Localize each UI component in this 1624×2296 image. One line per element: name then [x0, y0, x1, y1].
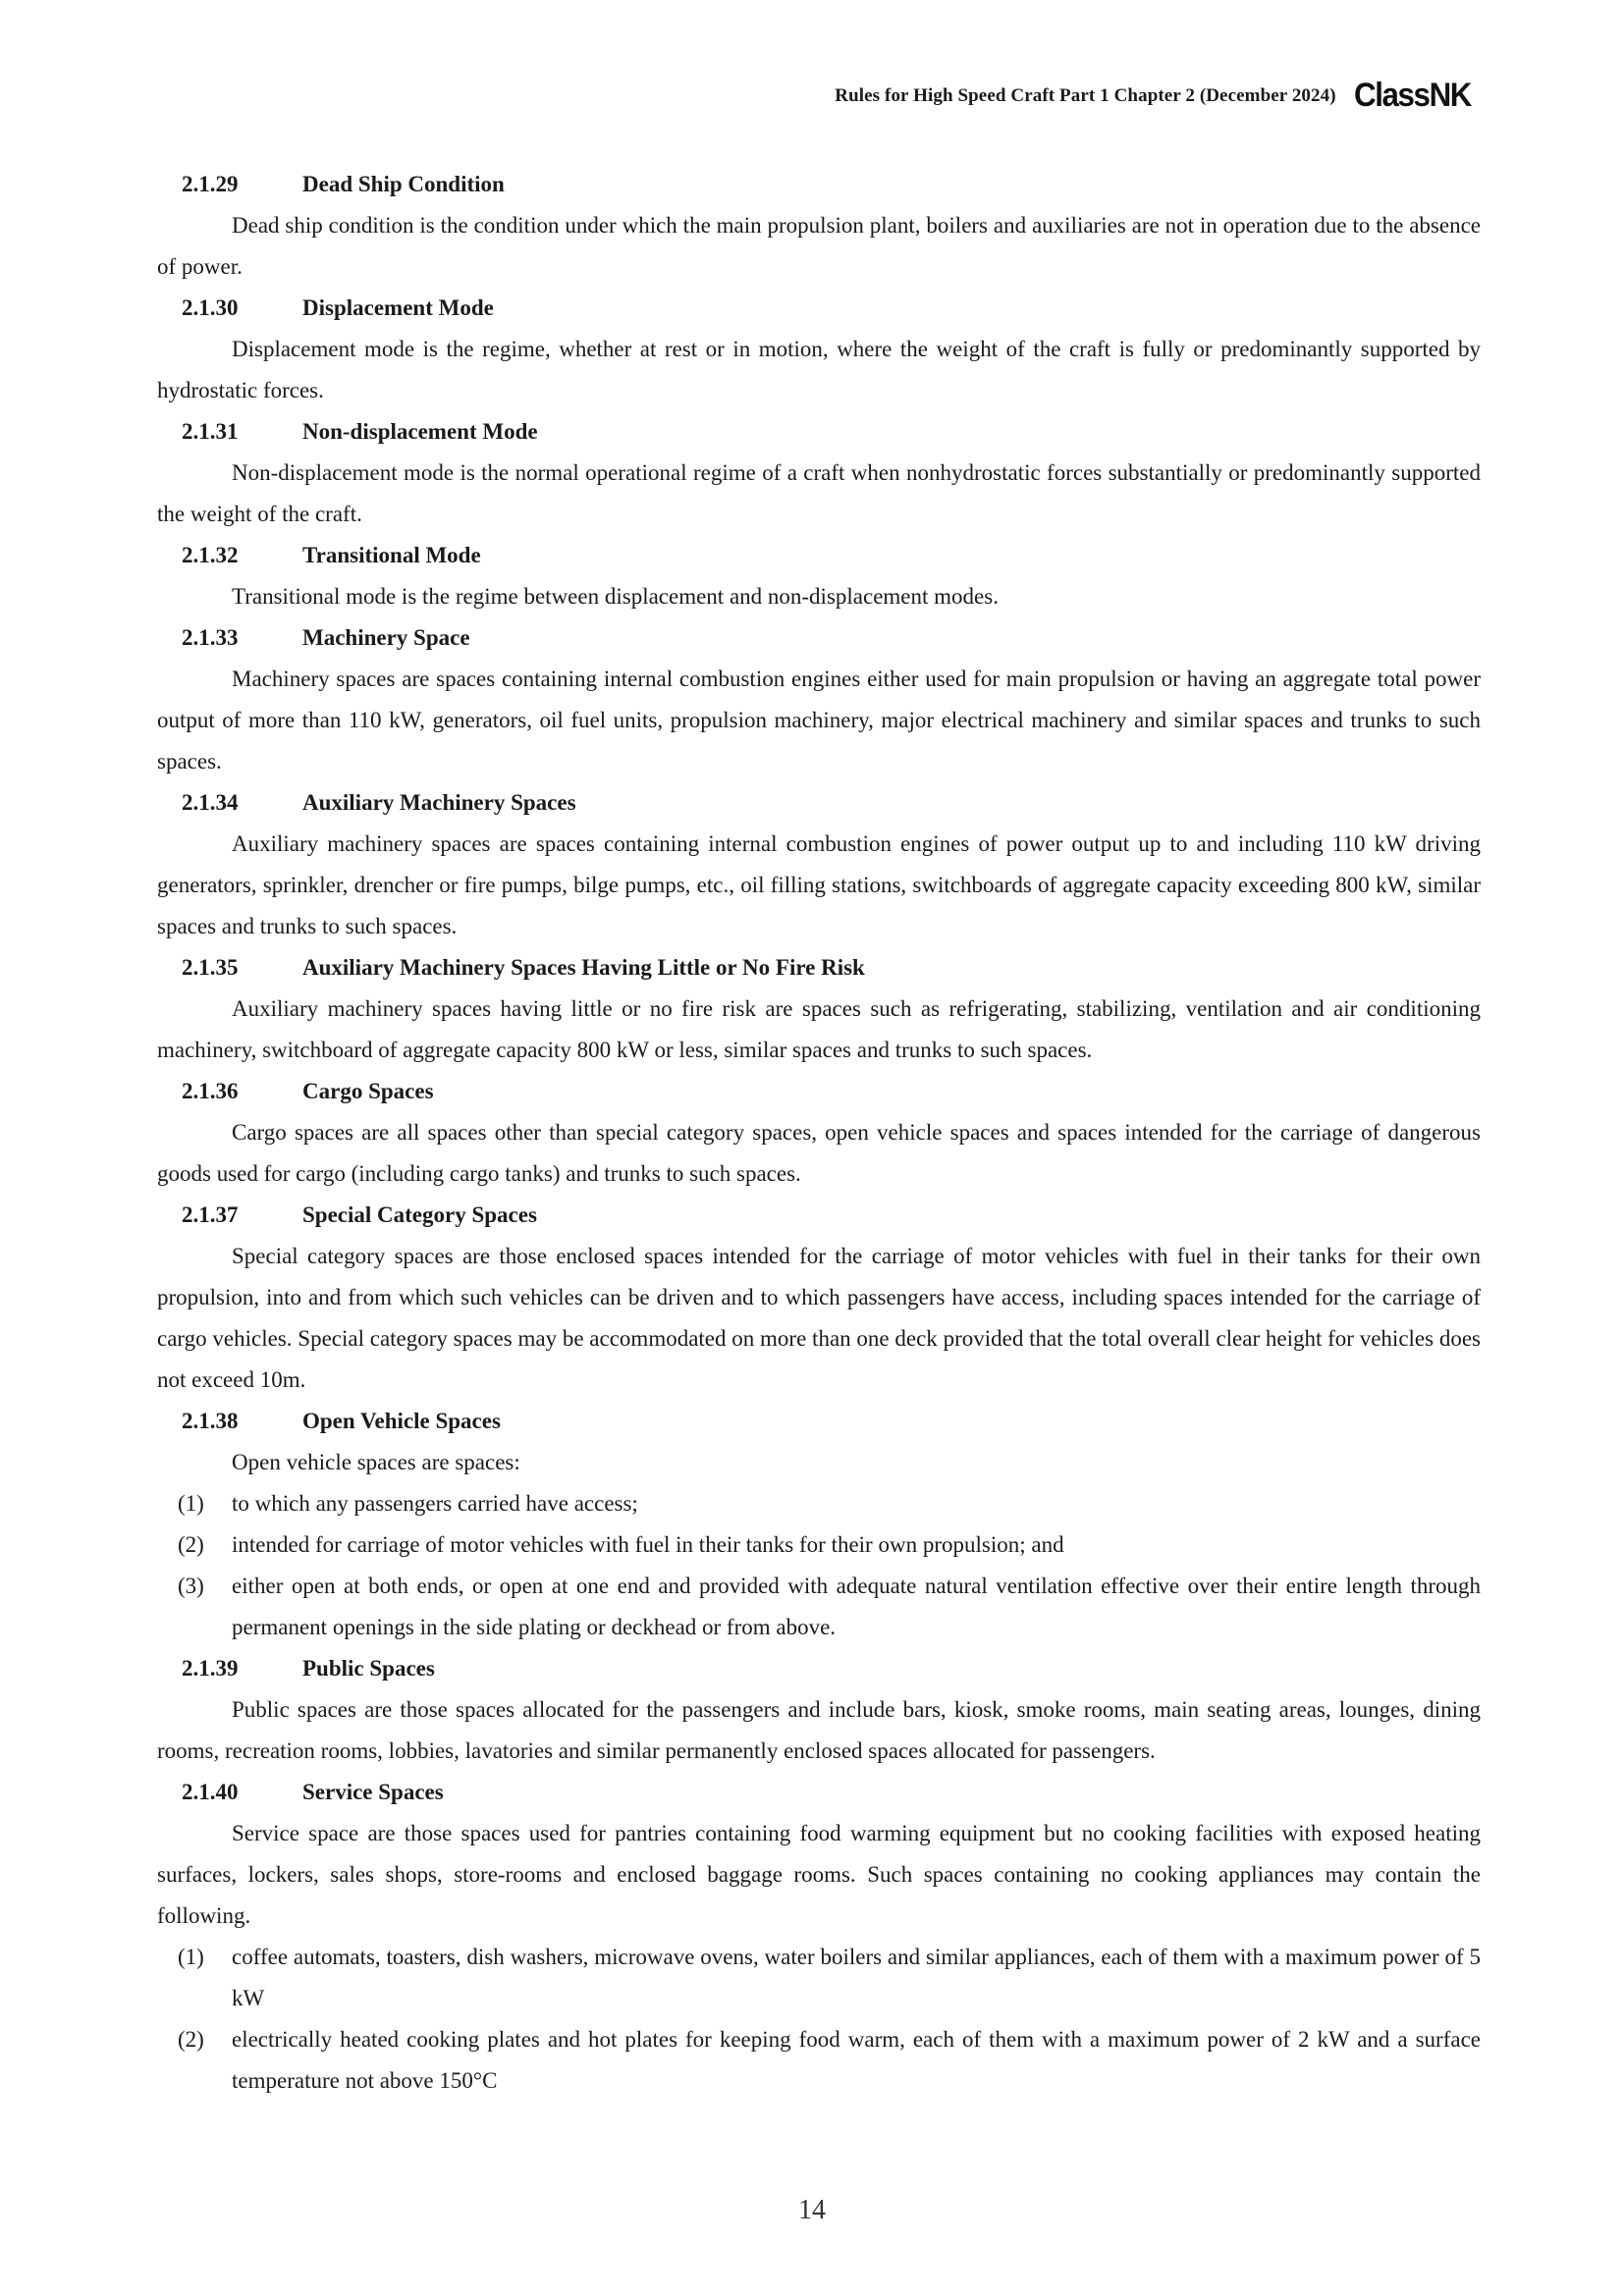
list-marker: (2) — [178, 2027, 204, 2052]
section-heading — [182, 617, 1481, 659]
section-paragraph: Machinery spaces are spaces containing internal combustion engines either used for main propulsion or having an aggregate total power output of more than 110 kW, generators, oil fuel units, propulsion machinery, major electrical machinery and similar spaces and trunks to such spaces. — [157, 667, 1481, 774]
section-paragraph: Special category spaces are those enclosed spaces intended for the carriage of motor vehicles with fuel in their tanks for their own propulsion, into and from which such vehicles can be driven and to which passengers have access, including spaces intended for the carriage of cargo vehicles. Special category spaces may be accommodated on more than one deck provided that the total overall clear height for vehicles does not exceed 10m. — [157, 1244, 1481, 1392]
list-marker: (3) — [178, 1574, 204, 1598]
list-item — [157, 1483, 1481, 1524]
section-heading — [182, 1195, 1481, 1236]
section-paragraph: Service space are those spaces used for pantries containing food warming equipment but no cooking facilities with exposed heating surfaces, lockers, sales shops, store-rooms and enclosed baggage rooms. Such spaces containing no cooking appliances may contain the following. — [157, 1821, 1481, 1928]
list-item — [157, 1524, 1481, 1566]
list-marker: (1) — [178, 1945, 204, 1969]
section-heading — [182, 411, 1481, 453]
section-number: 2.1.31 — [182, 419, 239, 444]
list-item — [157, 2019, 1481, 2102]
section-heading — [182, 1772, 1481, 1813]
section-title: Public Spaces — [302, 1656, 435, 1681]
page-number: 14 — [798, 2195, 826, 2225]
list-item-text: intended for carriage of motor vehicles with fuel in their tanks for their own propulsion; and — [232, 1532, 1064, 1557]
section-title: Transitional Mode — [302, 543, 481, 567]
list-item-text: either open at both ends, or open at one end and provided with adequate natural ventilation effective over their entire length through permanent openings in the side plating or deckhead or from above. — [232, 1574, 1481, 1639]
section-number: 2.1.35 — [182, 955, 239, 980]
section-paragraph: Displacement mode is the regime, whether at rest or in motion, where the weight of the craft is fully or predominantly supported by hydrostatic forces. — [157, 337, 1481, 402]
section-number: 2.1.30 — [182, 295, 239, 320]
section-heading — [182, 1401, 1481, 1442]
section-title: Cargo Spaces — [302, 1079, 434, 1103]
section-title: Auxiliary Machinery Spaces Having Little or No Fire Risk — [302, 955, 865, 980]
section-title: Machinery Space — [302, 625, 470, 650]
section-heading — [182, 1648, 1481, 1689]
section-paragraph: Open vehicle spaces are spaces: — [232, 1450, 520, 1474]
section-paragraph: Non-displacement mode is the normal operational regime of a craft when nonhydrostatic forces substantially or predominantly supported the weight of the craft. — [157, 460, 1481, 526]
section-title: Auxiliary Machinery Spaces — [302, 790, 576, 815]
list-item — [157, 1566, 1481, 1648]
section-heading — [182, 947, 1481, 988]
section-number: 2.1.38 — [182, 1409, 239, 1433]
document-body — [157, 164, 1481, 2102]
list-marker: (2) — [178, 1532, 204, 1557]
section-number: 2.1.37 — [182, 1202, 239, 1227]
running-title: Rules for High Speed Craft Part 1 Chapter 2 (December 2024) — [835, 84, 1336, 106]
list-item-text: electrically heated cooking plates and hot plates for keeping food warm, each of them with a maximum power of 2 kW and a surface temperature not above 150°C — [232, 2027, 1481, 2093]
section-title: Service Spaces — [302, 1780, 444, 1804]
section-number: 2.1.32 — [182, 543, 239, 567]
section-paragraph: Auxiliary machinery spaces having little or no fire risk are spaces such as refrigerating, stabilizing, ventilation and air conditioning machinery, switchboard of aggregate capacity 800 kW or less, similar spaces and trunks to such spaces. — [157, 996, 1481, 1062]
section-heading — [182, 1071, 1481, 1112]
section-title: Dead Ship Condition — [302, 172, 505, 196]
list-item — [157, 1937, 1481, 2019]
section-title: Open Vehicle Spaces — [302, 1409, 501, 1433]
section-number: 2.1.39 — [182, 1656, 239, 1681]
list-marker: (1) — [178, 1491, 204, 1516]
section-title: Non-displacement Mode — [302, 419, 538, 444]
section-number: 2.1.33 — [182, 625, 239, 650]
section-number: 2.1.29 — [182, 172, 239, 196]
section-paragraph: Transitional mode is the regime between displacement and non-displacement modes. — [232, 584, 999, 609]
section-number: 2.1.40 — [182, 1780, 239, 1804]
list-item-text: to which any passengers carried have access; — [232, 1491, 638, 1516]
section-heading — [182, 164, 1481, 205]
section-number: 2.1.34 — [182, 790, 239, 815]
section-heading — [182, 288, 1481, 329]
section-paragraph: Public spaces are those spaces allocated for the passengers and include bars, kiosk, smoke rooms, main seating areas, lounges, dining rooms, recreation rooms, lobbies, lavatories and similar permanently enclosed spaces allocated for passengers. — [157, 1697, 1481, 1763]
section-heading — [182, 535, 1481, 576]
section-paragraph: Auxiliary machinery spaces are spaces containing internal combustion engines of power output up to and including 110 kW driving generators, sprinkler, drencher or fire pumps, bilge pumps, etc., oil filling stations, switchboards of aggregate capacity exceeding 800 kW, similar spaces and trunks to such spaces. — [157, 831, 1481, 938]
section-title: Special Category Spaces — [302, 1202, 537, 1227]
section-paragraph: Dead ship condition is the condition under which the main propulsion plant, boilers and auxiliaries are not in operation due to the absence of power. — [157, 213, 1481, 279]
classnk-logo: ClassNK — [1353, 77, 1471, 114]
list-item-text: coffee automats, toasters, dish washers, microwave ovens, water boilers and similar appliances, each of them with a maximum power of 5 kW — [232, 1945, 1481, 2010]
section-paragraph: Cargo spaces are all spaces other than special category spaces, open vehicle spaces and spaces intended for the carriage of dangerous goods used for cargo (including cargo tanks) and trunks to such spaces. — [157, 1120, 1481, 1186]
section-title: Displacement Mode — [302, 295, 494, 320]
section-heading — [182, 782, 1481, 824]
section-number: 2.1.36 — [182, 1079, 239, 1103]
page-header — [835, 77, 1481, 115]
